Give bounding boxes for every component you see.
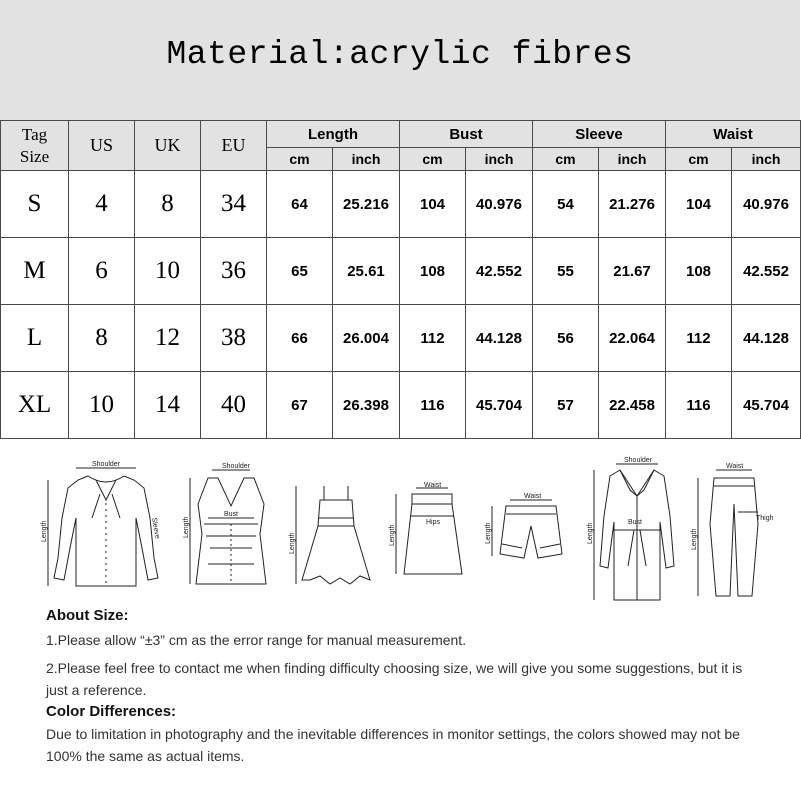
length-cm-cell: 67 — [267, 372, 333, 439]
garment-illustrations — [0, 450, 800, 610]
waist-cm-cell: 112 — [666, 305, 732, 372]
waist-inch-cell: 40.976 — [732, 171, 801, 238]
length-header: Length — [267, 121, 400, 148]
size-notes — [46, 605, 776, 767]
size-table — [0, 120, 801, 439]
length-inch-cell: 26.398 — [333, 372, 400, 439]
color-differences-line-2: 100% the same as actual items. — [46, 748, 245, 764]
bust-cm-cell: 108 — [400, 238, 466, 305]
uk-cell: 8 — [135, 171, 201, 238]
length-inch-cell: 25.216 — [333, 171, 400, 238]
eu-cell: 38 — [201, 305, 267, 372]
length-inch-cell: 25.61 — [333, 238, 400, 305]
table-row — [1, 372, 801, 439]
waist-label: Waist — [424, 482, 442, 489]
eu-cell: 34 — [201, 171, 267, 238]
vest-illustration — [183, 463, 276, 594]
sleeve-cm-cell: 55 — [533, 238, 599, 305]
sleeve-cm-cell: 57 — [533, 372, 599, 439]
length-label: Length — [691, 528, 698, 550]
waist-cm-cell: 108 — [666, 238, 732, 305]
shoulder-label: Shoulder — [624, 457, 653, 464]
shoulder-label: Shoulder — [222, 463, 251, 470]
sleeve-inch-cell: 22.458 — [599, 372, 666, 439]
waist-inch-cell: 45.704 — [732, 372, 801, 439]
waist-inch-cell: 42.552 — [732, 238, 801, 305]
length-cm-cell: 66 — [267, 305, 333, 372]
bust-inch-cell: 42.552 — [466, 238, 533, 305]
size-label: Size — [19, 146, 50, 166]
waist-header: Waist — [666, 121, 801, 148]
waist-cm-cell: 104 — [666, 171, 732, 238]
waist-label: Waist — [726, 463, 744, 470]
page-title: Material:acrylic fibres — [166, 35, 634, 73]
length-label: Length — [485, 522, 492, 544]
bust-header: Bust — [400, 121, 533, 148]
trousers-illustration — [690, 464, 785, 604]
uk-cell: 12 — [135, 305, 201, 372]
uk-cell: 10 — [135, 238, 201, 305]
table-row — [1, 171, 801, 238]
color-differences-heading: Color Differences: — [46, 703, 177, 720]
shorts-illustration — [484, 492, 574, 572]
sleeve-header: Sleeve — [533, 121, 666, 148]
bust-inch-cell: 44.128 — [466, 305, 533, 372]
length-label: Length — [41, 520, 48, 542]
blouse-illustration — [40, 458, 170, 598]
title-band — [0, 0, 800, 120]
table-header-row — [1, 121, 801, 148]
size-cell: M — [1, 238, 69, 305]
tag-label: Tag — [21, 124, 48, 144]
bust-inch-header: inch — [466, 148, 533, 171]
eu-cell: 40 — [201, 372, 267, 439]
bust-inch-cell: 45.704 — [466, 372, 533, 439]
thigh-label: Thigh — [756, 515, 774, 522]
sleeve-inch-cell: 21.67 — [599, 238, 666, 305]
sleeve-cm-header: cm — [533, 148, 599, 171]
sleeve-inch-header: inch — [599, 148, 666, 171]
about-size-line-2b: just a reference. — [46, 682, 147, 698]
waist-inch-header: inch — [732, 148, 801, 171]
sleeve-cm-cell: 56 — [533, 305, 599, 372]
size-cell: S — [1, 171, 69, 238]
waist-label: Waist — [524, 493, 542, 500]
shoulder-label: Shoulder — [92, 461, 121, 468]
hips-label: Hips — [426, 519, 441, 526]
table-row — [1, 238, 801, 305]
about-size-line-2: 2.Please feel free to contact me when finding difficulty choosing size, we will give you some suggestions, but it is — [46, 660, 743, 676]
uk-header: UK — [135, 121, 201, 171]
sleeve-label: Sleeve — [150, 517, 161, 540]
eu-header: EU — [201, 121, 267, 171]
sleeve-inch-cell: 22.064 — [599, 305, 666, 372]
tag-size-header — [1, 121, 69, 171]
length-label: Length — [389, 524, 396, 546]
bust-cm-cell: 104 — [400, 171, 466, 238]
bust-label: Bust — [628, 519, 643, 526]
waist-cm-header: cm — [666, 148, 732, 171]
about-size-heading: About Size: — [46, 607, 129, 624]
bust-cm-cell: 116 — [400, 372, 466, 439]
length-label: Length — [289, 532, 296, 554]
us-header: US — [69, 121, 135, 171]
eu-cell: 36 — [201, 238, 267, 305]
bust-cm-cell: 112 — [400, 305, 466, 372]
length-label: Length — [587, 522, 594, 544]
length-label: Length — [183, 516, 190, 538]
bust-cm-header: cm — [400, 148, 466, 171]
skirt-illustration — [390, 484, 470, 594]
length-cm-cell: 64 — [267, 171, 333, 238]
dress-illustration — [290, 480, 382, 600]
us-cell: 10 — [69, 372, 135, 439]
waist-inch-cell: 44.128 — [732, 305, 801, 372]
us-cell: 6 — [69, 238, 135, 305]
length-cm-cell: 65 — [267, 238, 333, 305]
length-inch-cell: 26.004 — [333, 305, 400, 372]
sleeve-cm-cell: 54 — [533, 171, 599, 238]
waist-cm-cell: 116 — [666, 372, 732, 439]
size-cell: XL — [1, 372, 69, 439]
color-differences-line-1: Due to limitation in photography and the inevitable differences in monitor settings, the colors showed may not be — [46, 726, 740, 742]
length-cm-header: cm — [267, 148, 333, 171]
sleeve-inch-cell: 21.276 — [599, 171, 666, 238]
bust-label: Bust — [224, 511, 239, 518]
us-cell: 4 — [69, 171, 135, 238]
about-size-line-1: 1.Please allow “±3” cm as the error range for manual measurement. — [46, 632, 467, 648]
table-row — [1, 305, 801, 372]
bust-inch-cell: 40.976 — [466, 171, 533, 238]
uk-cell: 14 — [135, 372, 201, 439]
us-cell: 8 — [69, 305, 135, 372]
size-cell: L — [1, 305, 69, 372]
coat-illustration — [587, 456, 680, 606]
length-inch-header: inch — [333, 148, 400, 171]
